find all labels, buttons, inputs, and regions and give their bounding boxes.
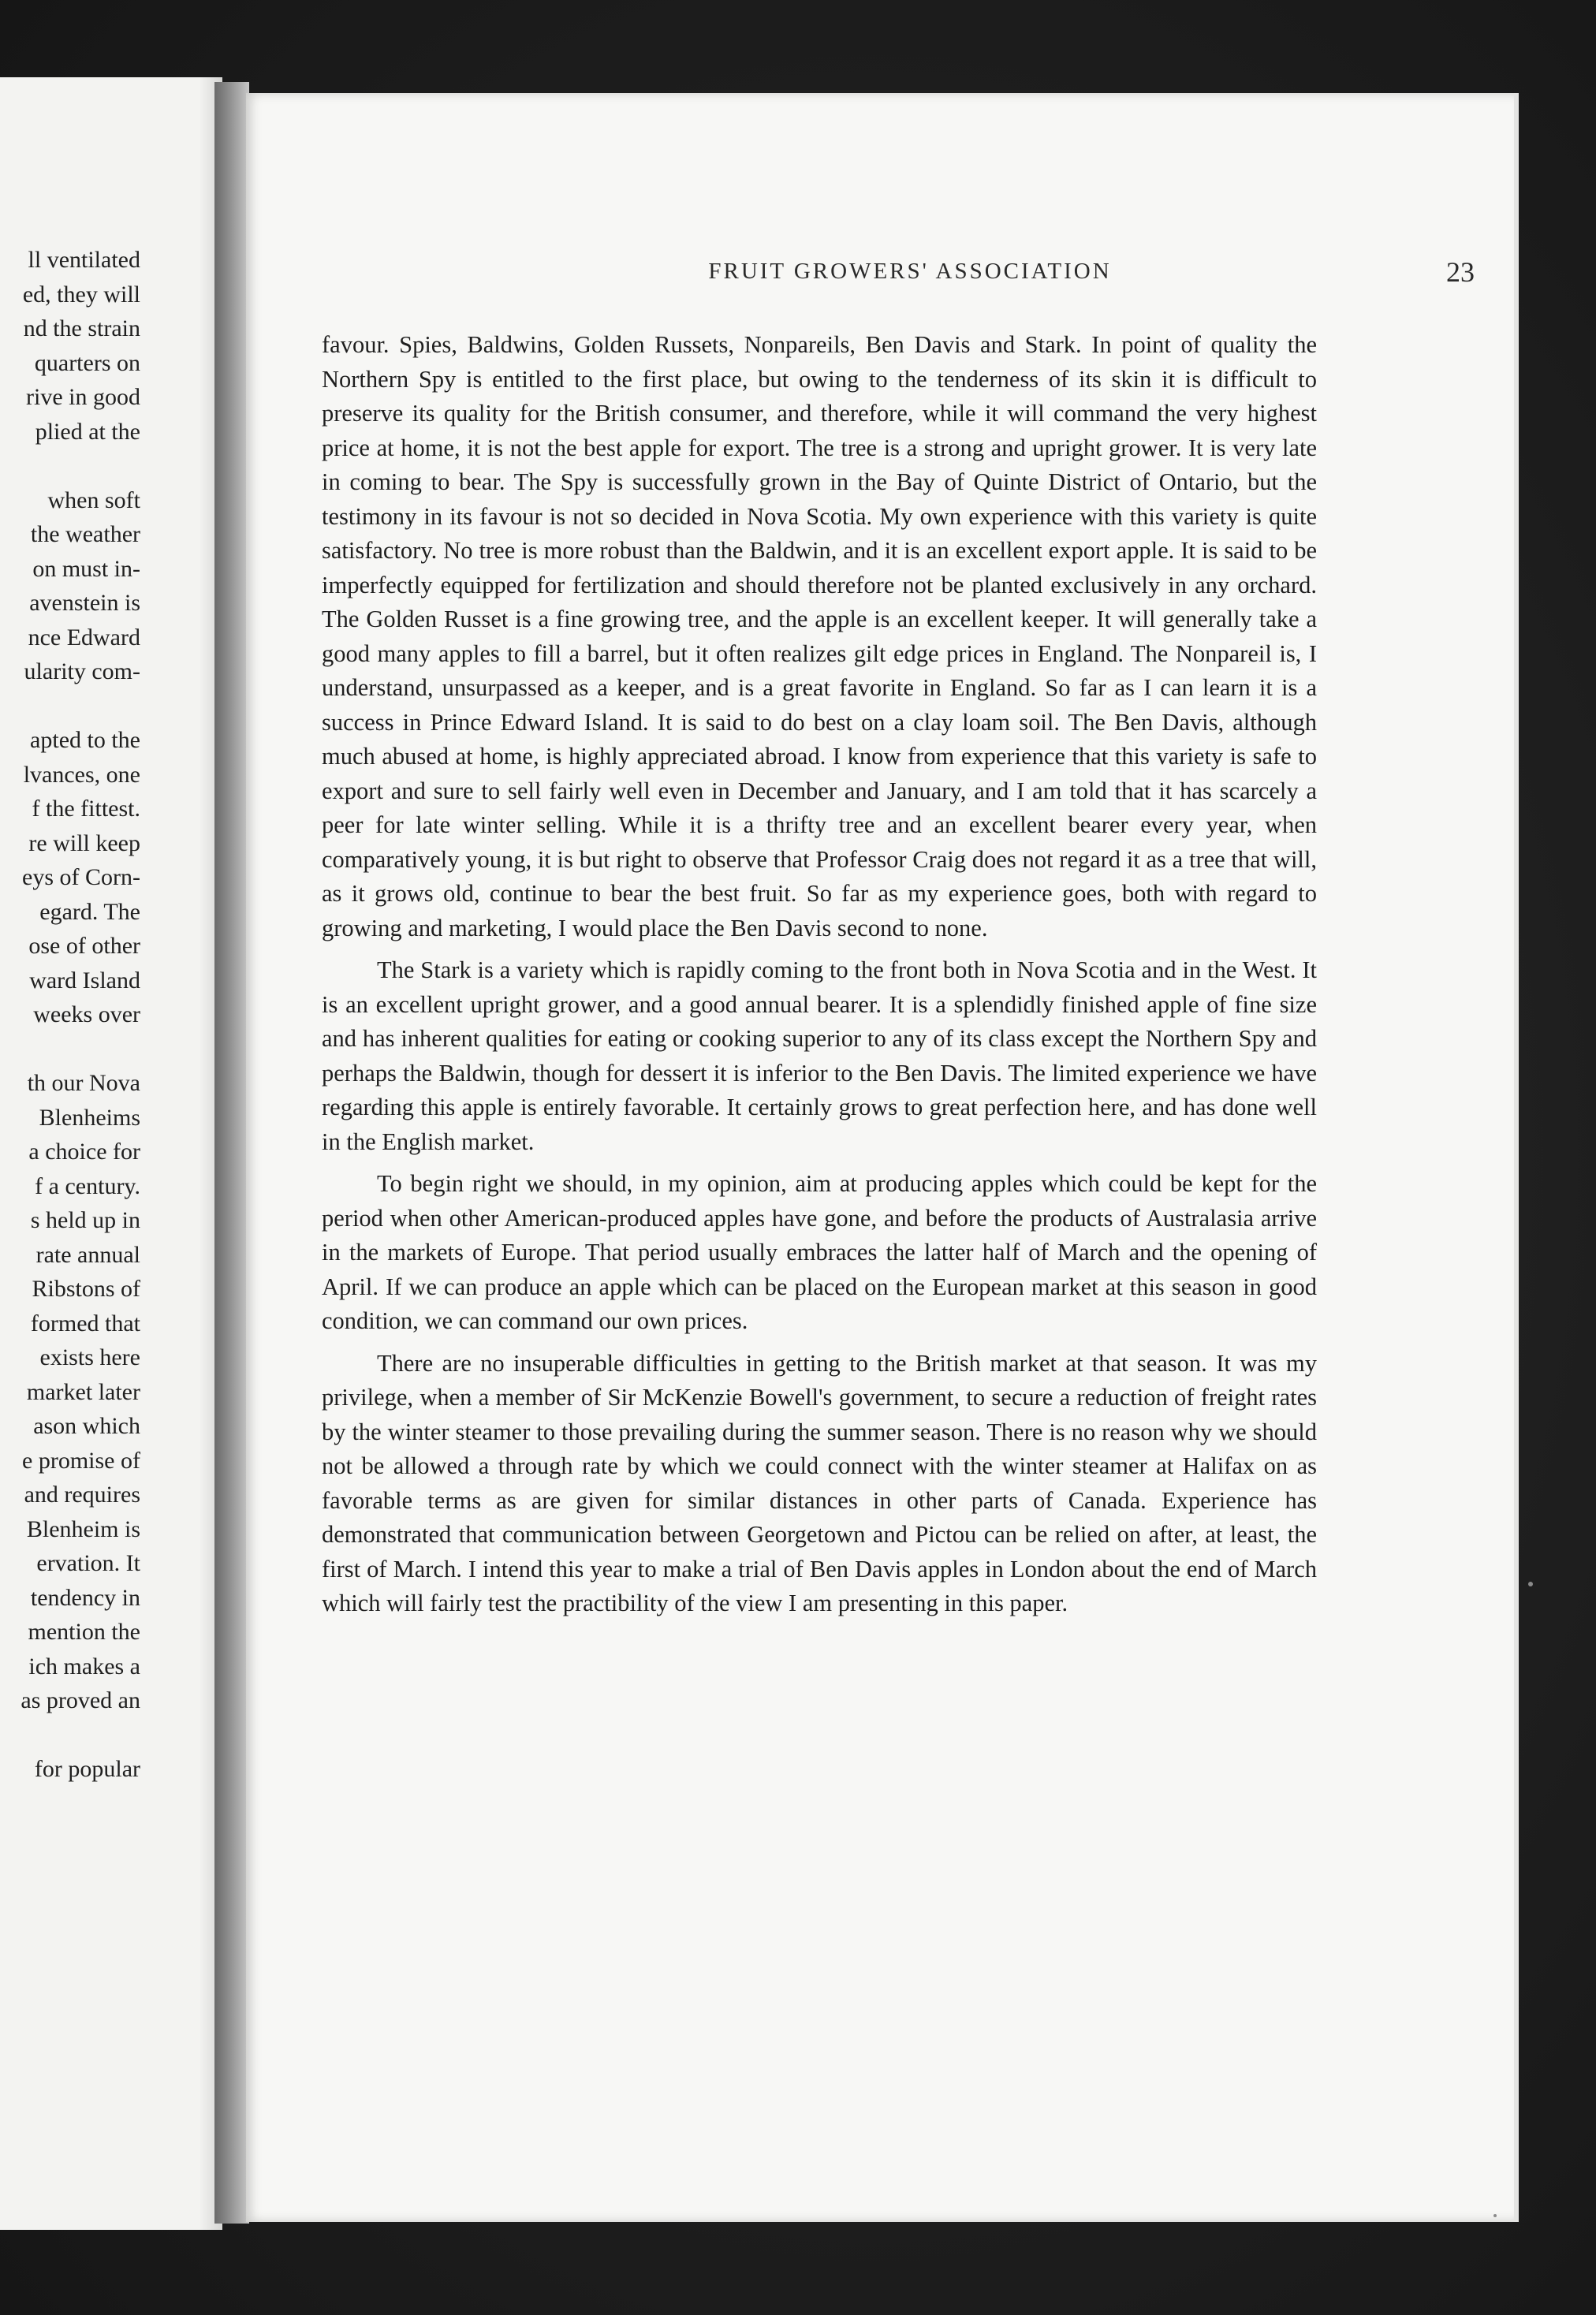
facing-page-line: exists here (39, 1344, 140, 1370)
facing-page-line: s held up in (30, 1207, 140, 1233)
facing-page-line: rive in good (26, 384, 140, 410)
facing-page-line: e promise of (22, 1447, 140, 1474)
facing-page-line: f the fittest. (32, 796, 140, 822)
facing-page-line: re will keep (28, 829, 140, 856)
facing-page-line: rate annual (35, 1241, 140, 1268)
facing-page-line: eys of Corn- (22, 864, 140, 890)
page-number: 23 (1446, 256, 1475, 288)
facing-page-line: ll ventilated (28, 247, 140, 273)
scan-speck (1528, 1582, 1533, 1586)
page-edge (1514, 93, 1519, 2222)
facing-page-line: ich makes a (28, 1653, 140, 1679)
facing-page-line: apted to the (30, 727, 140, 753)
facing-page-line: Blenheims (39, 1104, 140, 1131)
facing-page-line: ularity com- (24, 658, 140, 684)
facing-page-line: nce Edward (28, 624, 140, 651)
paragraph-1: favour. Spies, Baldwins, Golden Russets, Nonpareils, Ben Davis and Stark. In point of quality the Northern Spy is entitled to the first place, but owing to the tenderness of its skin it is difficult to preserve its quality for the British consumer, and therefore, while it will command the very highest price at home, it is not the best apple for export. The tree is a strong and upright grower. It is very late in coming to bear. The Spy is successfully grown in the Bay of Quinte District of Ontario, but the testimony in its favour is not so decided in Nova Scotia. My own experience with this variety is quite satisfactory. No tree is more robust than the Baldwin, and it is an excellent export apple. It is said to be imperfectly equipped for fertilization and should therefore not be planted exclusively in any orchard. The Golden Russet is a fine growing tree, and the apple is an excellent keeper. It will generally take a good many apples to fill a barrel, but it often realizes gilt edge prices in England. The Nonpareil is, I understand, unsurpassed as a keeper, and is a great favorite in England. So far as I can learn it is a success in Prince Edward Island. It is said to do best on a clay loam soil. The Ben Davis, although much abused at home, is highly appreciated abroad. I know from experience that this variety is safe to export and sure to sell fairly well even in December and January, and I am told that it has scarcely a peer for late winter selling. While it is a thrifty tree and an excellent bearer every year, when comparatively young, it is but right to observe that Professor Craig does not regard it as a tree that will, as it grows old, continue to bear the best fruit. So far as my experience goes, both with regard to growing and marketing, I would place the Ben Davis second to none. (322, 331, 1317, 941)
facing-page-line: plied at the (35, 418, 140, 445)
facing-page-line: egard. The (39, 898, 140, 925)
facing-page-line: on must in- (32, 555, 140, 582)
facing-page-line: ervation. It (36, 1550, 140, 1576)
facing-page-line: and requires (24, 1482, 140, 1508)
facing-page-line: ose of other (28, 933, 140, 959)
facing-page-line: for popular (34, 1756, 140, 1782)
facing-page-line: weeks over (33, 1001, 140, 1027)
facing-page-line: ed, they will (22, 281, 140, 308)
facing-page-line: ward Island (29, 967, 140, 993)
running-head-text: FRUIT GROWERS' ASSOCIATION (708, 259, 1112, 284)
facing-page-line: when soft (47, 486, 140, 513)
facing-page-line: a choice for (28, 1139, 140, 1165)
facing-page-line: the weather (30, 521, 140, 547)
facing-page-left (0, 77, 222, 2230)
facing-page-line: Ribstons of (32, 1276, 140, 1302)
scan-speck (1493, 2214, 1497, 2217)
facing-page-line: Blenheim is (26, 1515, 140, 1542)
facing-page-line: f a century. (35, 1172, 140, 1199)
paragraph-3: To begin right we should, in my opinion, aim at producing apples which could be kept for the period when other American-produced apples have gone, and before the products of Australasia arrive in the markets of Europe. That period usually embraces the latter half of March and the opening of April. If we can produce an apple which can be placed on the European market at this season in good condition, we can command our own prices. (322, 1170, 1317, 1334)
facing-page-line: th our Nova (27, 1070, 140, 1096)
facing-page-line: market later (26, 1378, 140, 1405)
body-text (322, 328, 1317, 1629)
facing-page-line: as proved an (21, 1687, 140, 1713)
facing-page-line: formed that (30, 1310, 140, 1336)
book-spine-gutter (214, 82, 249, 2224)
page-23 (246, 93, 1519, 2222)
paragraph-2: The Stark is a variety which is rapidly coming to the front both in Nova Scotia and in the West. It is an excellent upright grower, and a good annual bearer. It is a splendidly finished apple of fine size and has inherent qualities for eating or cooking superior to any of its class except the Northern Spy and perhaps the Baldwin, though for dessert it is inferior to the Ben Davis. The limited experience we have regarding this apple is entirely favorable. It certainly grows to great perfection here, and has done well in the English market. (322, 956, 1317, 1155)
facing-page-line: ason which (33, 1413, 140, 1439)
facing-page-line: lvances, one (23, 761, 140, 788)
running-head (246, 259, 1519, 285)
facing-page-line: nd the strain (23, 315, 140, 341)
facing-page-line: mention the (28, 1619, 140, 1645)
facing-page-line: tendency in (30, 1584, 140, 1611)
facing-page-line: avenstein is (29, 590, 140, 616)
facing-page-line: quarters on (34, 349, 140, 376)
paragraph-4: There are no insuperable difficulties in getting to the British market at that season. It was my privilege, when a member of Sir McKenzie Bowell's government, to secure a reduction of freight rates by the winter steamer to those prevailing during the summer season. There is no reason why we should not be allowed a through rate by which we could connect with the winter steamer at Halifax on as favorable terms as are given for similar distances in other parts of Canada. Experience has demonstrated that communication between Georgetown and Pictou can be relied on after, at least, the first of March. I intend this year to make a trial of Ben Davis apples in London about the end of March which will fairly test the practibility of the view I am presenting in this paper. (322, 1349, 1317, 1616)
